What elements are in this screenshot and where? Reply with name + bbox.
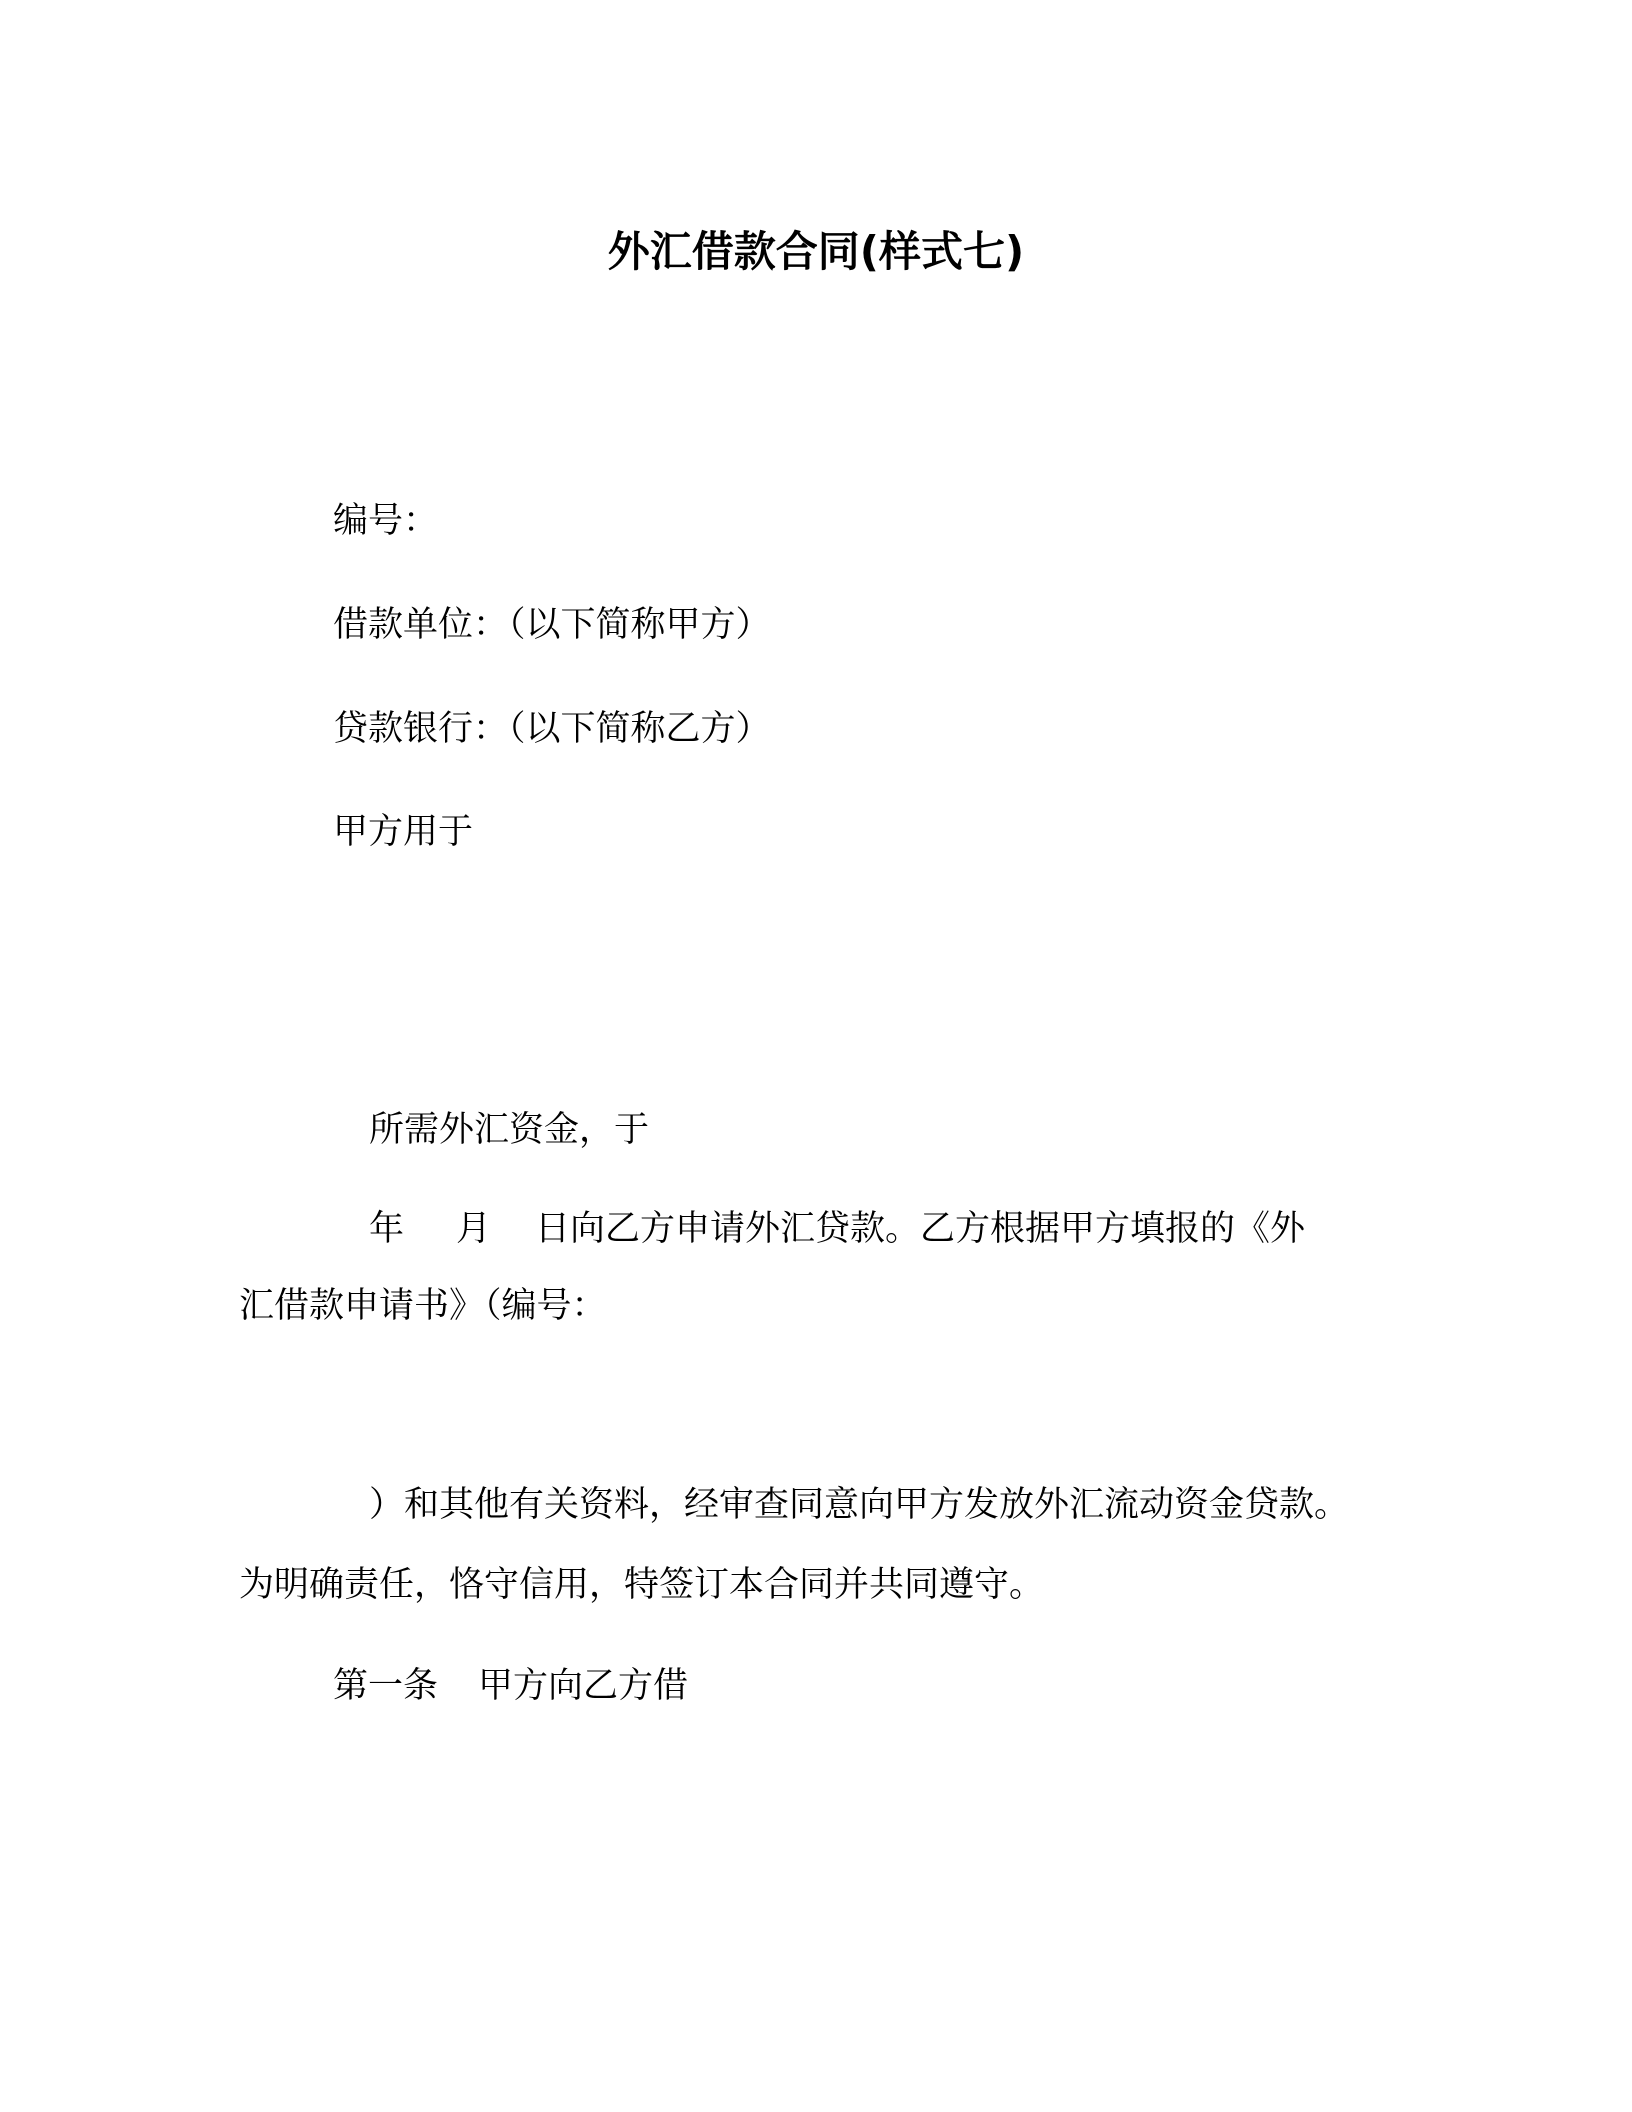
article-number: 第一条	[333, 1666, 439, 1706]
date-year-label: 年	[369, 1209, 405, 1249]
date-month-label: 月	[456, 1209, 492, 1249]
article-one	[333, 1661, 688, 1711]
lender-line: 贷款银行：（以下简称乙方）	[333, 709, 771, 749]
article-text: 甲方向乙方借	[478, 1666, 689, 1706]
funds-line: 所需外汇资金，于	[369, 1110, 650, 1150]
purpose-line: 甲方用于	[333, 812, 474, 852]
borrower-line: 借款单位：（以下简称甲方）	[333, 605, 771, 645]
contract-number-label: 编号：	[333, 501, 439, 541]
application-date-line	[369, 1204, 1305, 1254]
purpose-statement: 为明确责任，恪守信用，特签订本合同并共同遵守。	[239, 1565, 1045, 1605]
date-rest-text: 日向乙方申请外汇贷款。乙方根据甲方填报的《外	[535, 1209, 1306, 1249]
application-form-line: 汇借款申请书》（编号：	[239, 1286, 607, 1326]
review-line: ）和其他有关资料，经审查同意向甲方发放外汇流动资金贷款。	[369, 1485, 1350, 1525]
document-title: 外汇借款合同(样式七)	[607, 227, 1025, 276]
